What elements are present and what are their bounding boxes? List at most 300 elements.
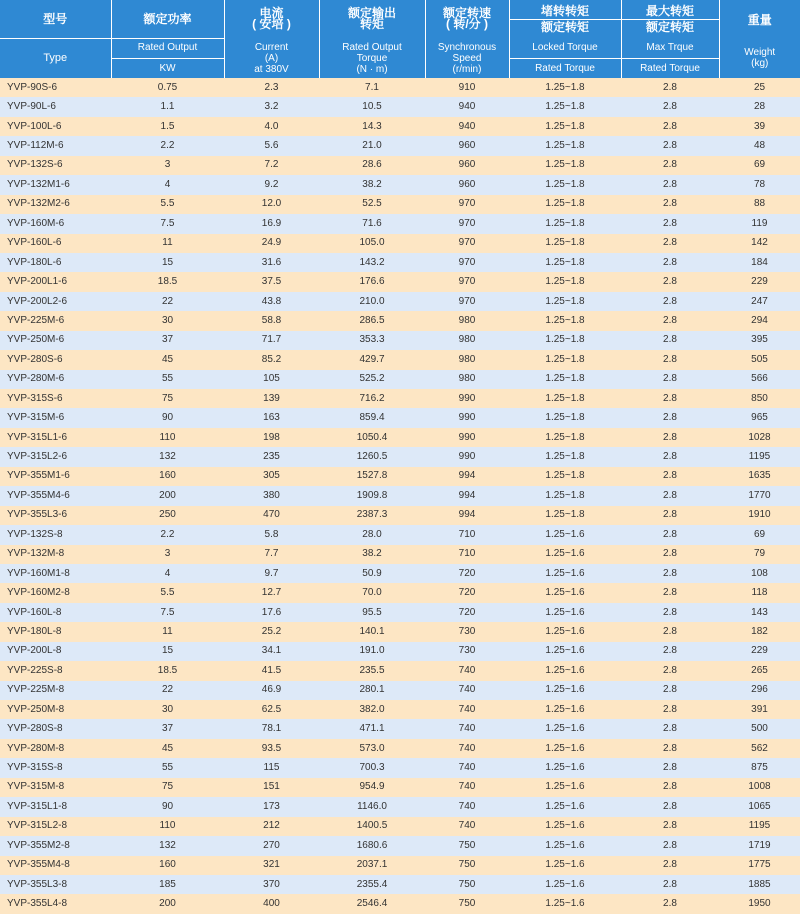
cell-current: 17.6 bbox=[224, 603, 319, 622]
cell-speed: 970 bbox=[425, 292, 509, 311]
cell-max-torque-ratio: 2.8 bbox=[621, 700, 719, 719]
cell-rated-output: 110 bbox=[111, 817, 224, 836]
cell-locked-torque-ratio: 1.25~1.6 bbox=[509, 797, 621, 816]
cell-locked-torque-ratio: 1.25~1.6 bbox=[509, 875, 621, 894]
cell-rated-output: 7.5 bbox=[111, 214, 224, 233]
cell-type: YVP-355L3-8 bbox=[0, 875, 111, 894]
cell-rated-output: 90 bbox=[111, 797, 224, 816]
cell-weight: 1910 bbox=[719, 506, 800, 525]
header-max-cn-1: 最大转矩 bbox=[645, 3, 694, 18]
cell-current: 270 bbox=[224, 836, 319, 855]
cell-locked-torque-ratio: 1.25~1.8 bbox=[509, 467, 621, 486]
cell-current: 235 bbox=[224, 447, 319, 466]
cell-rated-torque: 280.1 bbox=[319, 681, 425, 700]
cell-type: YVP-160M-6 bbox=[0, 214, 111, 233]
cell-max-torque-ratio: 2.8 bbox=[621, 564, 719, 583]
header-locked-cn bbox=[509, 0, 621, 38]
cell-max-torque-ratio: 2.8 bbox=[621, 214, 719, 233]
header-speed-en bbox=[425, 38, 509, 78]
cell-rated-torque: 210.0 bbox=[319, 292, 425, 311]
cell-locked-torque-ratio: 1.25~1.6 bbox=[509, 545, 621, 564]
cell-locked-torque-ratio: 1.25~1.8 bbox=[509, 195, 621, 214]
table-row bbox=[0, 564, 800, 583]
cell-locked-torque-ratio: 1.25~1.6 bbox=[509, 836, 621, 855]
cell-locked-torque-ratio: 1.25~1.8 bbox=[509, 253, 621, 272]
table-row bbox=[0, 78, 800, 97]
table-row bbox=[0, 661, 800, 680]
cell-speed: 990 bbox=[425, 447, 509, 466]
cell-rated-torque: 50.9 bbox=[319, 564, 425, 583]
cell-speed: 994 bbox=[425, 486, 509, 505]
cell-type: YVP-355L3-6 bbox=[0, 506, 111, 525]
cell-rated-output: 160 bbox=[111, 467, 224, 486]
cell-rated-output: 132 bbox=[111, 836, 224, 855]
cell-type: YVP-315L2-6 bbox=[0, 447, 111, 466]
table-row bbox=[0, 350, 800, 369]
table-row bbox=[0, 700, 800, 719]
cell-speed: 994 bbox=[425, 467, 509, 486]
cell-weight: 79 bbox=[719, 545, 800, 564]
table-row bbox=[0, 817, 800, 836]
cell-rated-output: 11 bbox=[111, 234, 224, 253]
cell-locked-torque-ratio: 1.25~1.8 bbox=[509, 97, 621, 116]
cell-weight: 850 bbox=[719, 389, 800, 408]
table-row bbox=[0, 836, 800, 855]
table-row bbox=[0, 603, 800, 622]
cell-current: 25.2 bbox=[224, 622, 319, 641]
cell-rated-output: 0.75 bbox=[111, 78, 224, 97]
cell-rated-output: 45 bbox=[111, 350, 224, 369]
cell-rated-output: 3 bbox=[111, 156, 224, 175]
cell-weight: 69 bbox=[719, 156, 800, 175]
cell-rated-torque: 353.3 bbox=[319, 331, 425, 350]
cell-current: 16.9 bbox=[224, 214, 319, 233]
cell-speed: 750 bbox=[425, 875, 509, 894]
cell-speed: 740 bbox=[425, 797, 509, 816]
cell-speed: 970 bbox=[425, 272, 509, 291]
cell-locked-torque-ratio: 1.25~1.6 bbox=[509, 700, 621, 719]
cell-rated-output: 30 bbox=[111, 311, 224, 330]
cell-weight: 965 bbox=[719, 408, 800, 427]
cell-max-torque-ratio: 2.8 bbox=[621, 253, 719, 272]
cell-rated-output: 15 bbox=[111, 253, 224, 272]
cell-rated-torque: 140.1 bbox=[319, 622, 425, 641]
cell-locked-torque-ratio: 1.25~1.6 bbox=[509, 622, 621, 641]
table-row bbox=[0, 778, 800, 797]
table-row bbox=[0, 447, 800, 466]
header-type-cn: 型号 bbox=[0, 0, 111, 38]
cell-weight: 1008 bbox=[719, 778, 800, 797]
cell-rated-output: 37 bbox=[111, 719, 224, 738]
header-weight-cn: 重量 bbox=[719, 0, 800, 38]
cell-rated-output: 200 bbox=[111, 486, 224, 505]
cell-locked-torque-ratio: 1.25~1.8 bbox=[509, 234, 621, 253]
cell-type: YVP-200L1-6 bbox=[0, 272, 111, 291]
cell-current: 31.6 bbox=[224, 253, 319, 272]
table-row bbox=[0, 234, 800, 253]
cell-type: YVP-315M-8 bbox=[0, 778, 111, 797]
cell-max-torque-ratio: 2.8 bbox=[621, 719, 719, 738]
cell-rated-output: 160 bbox=[111, 856, 224, 875]
cell-rated-output: 7.5 bbox=[111, 603, 224, 622]
cell-max-torque-ratio: 2.8 bbox=[621, 778, 719, 797]
cell-weight: 1885 bbox=[719, 875, 800, 894]
cell-locked-torque-ratio: 1.25~1.6 bbox=[509, 739, 621, 758]
cell-locked-torque-ratio: 1.25~1.8 bbox=[509, 331, 621, 350]
header-current-cn-1: 电流 bbox=[259, 6, 284, 20]
cell-rated-torque: 7.1 bbox=[319, 78, 425, 97]
cell-rated-output: 18.5 bbox=[111, 661, 224, 680]
cell-current: 12.7 bbox=[224, 583, 319, 602]
cell-rated-torque: 235.5 bbox=[319, 661, 425, 680]
header-max-cn-2: 额定转矩 bbox=[622, 19, 719, 33]
cell-type: YVP-355M4-8 bbox=[0, 856, 111, 875]
cell-type: YVP-100L-6 bbox=[0, 117, 111, 136]
cell-speed: 960 bbox=[425, 156, 509, 175]
cell-locked-torque-ratio: 1.25~1.8 bbox=[509, 428, 621, 447]
cell-current: 4.0 bbox=[224, 117, 319, 136]
cell-type: YVP-90S-6 bbox=[0, 78, 111, 97]
cell-rated-torque: 28.6 bbox=[319, 156, 425, 175]
table-row bbox=[0, 486, 800, 505]
cell-rated-torque: 1680.6 bbox=[319, 836, 425, 855]
cell-weight: 108 bbox=[719, 564, 800, 583]
cell-speed: 910 bbox=[425, 78, 509, 97]
cell-current: 321 bbox=[224, 856, 319, 875]
cell-locked-torque-ratio: 1.25~1.8 bbox=[509, 350, 621, 369]
header-max-en-2: Rated Torque bbox=[622, 58, 719, 74]
cell-speed: 990 bbox=[425, 408, 509, 427]
table-row bbox=[0, 525, 800, 544]
table-row bbox=[0, 875, 800, 894]
cell-speed: 750 bbox=[425, 856, 509, 875]
cell-rated-output: 22 bbox=[111, 292, 224, 311]
header-max-cn bbox=[621, 0, 719, 38]
cell-current: 7.2 bbox=[224, 156, 319, 175]
cell-max-torque-ratio: 2.8 bbox=[621, 661, 719, 680]
cell-rated-torque: 716.2 bbox=[319, 389, 425, 408]
cell-weight: 142 bbox=[719, 234, 800, 253]
table-row bbox=[0, 894, 800, 913]
table-row bbox=[0, 156, 800, 175]
cell-weight: 184 bbox=[719, 253, 800, 272]
cell-type: YVP-315L1-8 bbox=[0, 797, 111, 816]
cell-type: YVP-225S-8 bbox=[0, 661, 111, 680]
cell-locked-torque-ratio: 1.25~1.8 bbox=[509, 408, 621, 427]
cell-current: 212 bbox=[224, 817, 319, 836]
cell-weight: 562 bbox=[719, 739, 800, 758]
table-row bbox=[0, 739, 800, 758]
cell-speed: 710 bbox=[425, 545, 509, 564]
cell-speed: 750 bbox=[425, 894, 509, 913]
cell-current: 2.3 bbox=[224, 78, 319, 97]
cell-weight: 119 bbox=[719, 214, 800, 233]
cell-weight: 1719 bbox=[719, 836, 800, 855]
header-speed-en-1: Synchronous bbox=[437, 41, 497, 53]
cell-current: 370 bbox=[224, 875, 319, 894]
cell-type: YVP-160L-8 bbox=[0, 603, 111, 622]
cell-type: YVP-132S-8 bbox=[0, 525, 111, 544]
cell-rated-torque: 70.0 bbox=[319, 583, 425, 602]
cell-type: YVP-315L2-8 bbox=[0, 817, 111, 836]
table-row bbox=[0, 214, 800, 233]
cell-locked-torque-ratio: 1.25~1.6 bbox=[509, 583, 621, 602]
cell-max-torque-ratio: 2.8 bbox=[621, 389, 719, 408]
cell-type: YVP-280M-8 bbox=[0, 739, 111, 758]
cell-max-torque-ratio: 2.8 bbox=[621, 681, 719, 700]
cell-max-torque-ratio: 2.8 bbox=[621, 78, 719, 97]
cell-rated-output: 2.2 bbox=[111, 136, 224, 155]
cell-max-torque-ratio: 2.8 bbox=[621, 97, 719, 116]
header-current-en bbox=[224, 38, 319, 78]
cell-rated-output: 1.1 bbox=[111, 97, 224, 116]
cell-rated-torque: 14.3 bbox=[319, 117, 425, 136]
cell-type: YVP-132M2-6 bbox=[0, 195, 111, 214]
cell-rated-output: 110 bbox=[111, 428, 224, 447]
cell-type: YVP-225M-6 bbox=[0, 311, 111, 330]
cell-rated-torque: 71.6 bbox=[319, 214, 425, 233]
cell-speed: 970 bbox=[425, 195, 509, 214]
cell-rated-torque: 52.5 bbox=[319, 195, 425, 214]
cell-rated-torque: 105.0 bbox=[319, 234, 425, 253]
table-row bbox=[0, 856, 800, 875]
cell-current: 37.5 bbox=[224, 272, 319, 291]
cell-rated-torque: 191.0 bbox=[319, 642, 425, 661]
cell-rated-torque: 429.7 bbox=[319, 350, 425, 369]
cell-max-torque-ratio: 2.8 bbox=[621, 486, 719, 505]
cell-rated-output: 55 bbox=[111, 370, 224, 389]
header-current-en-2: (A) bbox=[264, 52, 279, 64]
header-weight-en bbox=[719, 38, 800, 78]
cell-max-torque-ratio: 2.8 bbox=[621, 311, 719, 330]
header-output-en bbox=[111, 38, 224, 78]
cell-locked-torque-ratio: 1.25~1.8 bbox=[509, 486, 621, 505]
cell-speed: 940 bbox=[425, 117, 509, 136]
cell-locked-torque-ratio: 1.25~1.8 bbox=[509, 117, 621, 136]
cell-speed: 970 bbox=[425, 253, 509, 272]
cell-rated-torque: 21.0 bbox=[319, 136, 425, 155]
cell-rated-output: 90 bbox=[111, 408, 224, 427]
cell-max-torque-ratio: 2.8 bbox=[621, 856, 719, 875]
cell-current: 163 bbox=[224, 408, 319, 427]
cell-weight: 48 bbox=[719, 136, 800, 155]
cell-speed: 720 bbox=[425, 603, 509, 622]
table-row bbox=[0, 797, 800, 816]
cell-type: YVP-160M2-8 bbox=[0, 583, 111, 602]
cell-locked-torque-ratio: 1.25~1.6 bbox=[509, 642, 621, 661]
cell-max-torque-ratio: 2.8 bbox=[621, 136, 719, 155]
table-row bbox=[0, 719, 800, 738]
cell-current: 139 bbox=[224, 389, 319, 408]
cell-speed: 970 bbox=[425, 234, 509, 253]
cell-max-torque-ratio: 2.8 bbox=[621, 234, 719, 253]
cell-speed: 740 bbox=[425, 758, 509, 777]
cell-type: YVP-225M-8 bbox=[0, 681, 111, 700]
cell-speed: 980 bbox=[425, 311, 509, 330]
cell-rated-torque: 2037.1 bbox=[319, 856, 425, 875]
cell-max-torque-ratio: 2.8 bbox=[621, 331, 719, 350]
header-torque-en-3: (N · m) bbox=[356, 63, 388, 75]
cell-max-torque-ratio: 2.8 bbox=[621, 622, 719, 641]
cell-rated-output: 22 bbox=[111, 681, 224, 700]
cell-rated-torque: 1050.4 bbox=[319, 428, 425, 447]
cell-locked-torque-ratio: 1.25~1.6 bbox=[509, 894, 621, 913]
table-row bbox=[0, 97, 800, 116]
cell-rated-torque: 28.0 bbox=[319, 525, 425, 544]
cell-rated-torque: 2355.4 bbox=[319, 875, 425, 894]
cell-current: 115 bbox=[224, 758, 319, 777]
cell-locked-torque-ratio: 1.25~1.6 bbox=[509, 661, 621, 680]
cell-max-torque-ratio: 2.8 bbox=[621, 428, 719, 447]
header-weight-en-2: (kg) bbox=[751, 58, 769, 69]
cell-speed: 710 bbox=[425, 525, 509, 544]
cell-weight: 182 bbox=[719, 622, 800, 641]
cell-speed: 720 bbox=[425, 564, 509, 583]
cell-current: 43.8 bbox=[224, 292, 319, 311]
table-row bbox=[0, 408, 800, 427]
table-header bbox=[0, 0, 800, 78]
cell-speed: 960 bbox=[425, 136, 509, 155]
cell-locked-torque-ratio: 1.25~1.8 bbox=[509, 506, 621, 525]
cell-current: 85.2 bbox=[224, 350, 319, 369]
cell-type: YVP-112M-6 bbox=[0, 136, 111, 155]
cell-current: 3.2 bbox=[224, 97, 319, 116]
cell-max-torque-ratio: 2.8 bbox=[621, 545, 719, 564]
cell-type: YVP-132S-6 bbox=[0, 156, 111, 175]
cell-rated-torque: 1527.8 bbox=[319, 467, 425, 486]
cell-max-torque-ratio: 2.8 bbox=[621, 797, 719, 816]
cell-current: 71.7 bbox=[224, 331, 319, 350]
cell-max-torque-ratio: 2.8 bbox=[621, 758, 719, 777]
cell-locked-torque-ratio: 1.25~1.8 bbox=[509, 214, 621, 233]
cell-weight: 39 bbox=[719, 117, 800, 136]
cell-weight: 78 bbox=[719, 175, 800, 194]
cell-rated-torque: 525.2 bbox=[319, 370, 425, 389]
cell-weight: 566 bbox=[719, 370, 800, 389]
cell-speed: 740 bbox=[425, 739, 509, 758]
cell-speed: 980 bbox=[425, 350, 509, 369]
header-current-en-3: at 380V bbox=[254, 63, 289, 75]
header-current-en-1: Current bbox=[254, 41, 289, 53]
cell-speed: 940 bbox=[425, 97, 509, 116]
cell-max-torque-ratio: 2.8 bbox=[621, 583, 719, 602]
cell-rated-torque: 700.3 bbox=[319, 758, 425, 777]
cell-weight: 294 bbox=[719, 311, 800, 330]
header-speed-cn-2: ( 转/分 ) bbox=[446, 17, 488, 31]
cell-locked-torque-ratio: 1.25~1.6 bbox=[509, 778, 621, 797]
cell-speed: 740 bbox=[425, 700, 509, 719]
cell-speed: 730 bbox=[425, 622, 509, 641]
cell-max-torque-ratio: 2.8 bbox=[621, 195, 719, 214]
table-row bbox=[0, 253, 800, 272]
table-row bbox=[0, 370, 800, 389]
cell-max-torque-ratio: 2.8 bbox=[621, 467, 719, 486]
cell-rated-torque: 382.0 bbox=[319, 700, 425, 719]
cell-rated-torque: 176.6 bbox=[319, 272, 425, 291]
cell-speed: 740 bbox=[425, 681, 509, 700]
cell-current: 62.5 bbox=[224, 700, 319, 719]
cell-weight: 1950 bbox=[719, 894, 800, 913]
cell-max-torque-ratio: 2.8 bbox=[621, 506, 719, 525]
cell-rated-output: 30 bbox=[111, 700, 224, 719]
cell-locked-torque-ratio: 1.25~1.8 bbox=[509, 447, 621, 466]
cell-rated-torque: 471.1 bbox=[319, 719, 425, 738]
cell-max-torque-ratio: 2.8 bbox=[621, 175, 719, 194]
cell-max-torque-ratio: 2.8 bbox=[621, 875, 719, 894]
cell-weight: 296 bbox=[719, 681, 800, 700]
cell-current: 12.0 bbox=[224, 195, 319, 214]
cell-max-torque-ratio: 2.8 bbox=[621, 370, 719, 389]
cell-type: YVP-250M-6 bbox=[0, 331, 111, 350]
cell-weight: 875 bbox=[719, 758, 800, 777]
table-row bbox=[0, 311, 800, 330]
table-row bbox=[0, 292, 800, 311]
cell-type: YVP-355M2-8 bbox=[0, 836, 111, 855]
cell-weight: 395 bbox=[719, 331, 800, 350]
cell-speed: 730 bbox=[425, 642, 509, 661]
cell-rated-output: 5.5 bbox=[111, 583, 224, 602]
header-current-cn bbox=[224, 0, 319, 38]
cell-max-torque-ratio: 2.8 bbox=[621, 894, 719, 913]
cell-weight: 265 bbox=[719, 661, 800, 680]
cell-type: YVP-90L-6 bbox=[0, 97, 111, 116]
cell-weight: 143 bbox=[719, 603, 800, 622]
cell-locked-torque-ratio: 1.25~1.8 bbox=[509, 292, 621, 311]
cell-type: YVP-315S-8 bbox=[0, 758, 111, 777]
cell-rated-output: 250 bbox=[111, 506, 224, 525]
cell-max-torque-ratio: 2.8 bbox=[621, 117, 719, 136]
cell-locked-torque-ratio: 1.25~1.6 bbox=[509, 564, 621, 583]
table-body bbox=[0, 78, 800, 914]
cell-rated-torque: 95.5 bbox=[319, 603, 425, 622]
cell-rated-torque: 1146.0 bbox=[319, 797, 425, 816]
cell-current: 173 bbox=[224, 797, 319, 816]
cell-type: YVP-160M1-8 bbox=[0, 564, 111, 583]
cell-weight: 1065 bbox=[719, 797, 800, 816]
cell-locked-torque-ratio: 1.25~1.8 bbox=[509, 311, 621, 330]
table-row bbox=[0, 467, 800, 486]
cell-weight: 88 bbox=[719, 195, 800, 214]
cell-locked-torque-ratio: 1.25~1.8 bbox=[509, 272, 621, 291]
cell-max-torque-ratio: 2.8 bbox=[621, 447, 719, 466]
cell-current: 7.7 bbox=[224, 545, 319, 564]
cell-rated-torque: 859.4 bbox=[319, 408, 425, 427]
table-row bbox=[0, 545, 800, 564]
cell-speed: 994 bbox=[425, 506, 509, 525]
cell-max-torque-ratio: 2.8 bbox=[621, 350, 719, 369]
cell-rated-output: 11 bbox=[111, 622, 224, 641]
cell-speed: 990 bbox=[425, 389, 509, 408]
cell-locked-torque-ratio: 1.25~1.6 bbox=[509, 856, 621, 875]
cell-weight: 1770 bbox=[719, 486, 800, 505]
cell-current: 198 bbox=[224, 428, 319, 447]
cell-speed: 740 bbox=[425, 719, 509, 738]
header-locked-cn-2: 额定转矩 bbox=[510, 19, 621, 33]
cell-type: YVP-355L4-8 bbox=[0, 894, 111, 913]
cell-rated-torque: 954.9 bbox=[319, 778, 425, 797]
cell-current: 93.5 bbox=[224, 739, 319, 758]
cell-locked-torque-ratio: 1.25~1.6 bbox=[509, 758, 621, 777]
cell-max-torque-ratio: 2.8 bbox=[621, 836, 719, 855]
cell-current: 400 bbox=[224, 894, 319, 913]
cell-rated-output: 4 bbox=[111, 175, 224, 194]
cell-speed: 960 bbox=[425, 175, 509, 194]
cell-rated-torque: 38.2 bbox=[319, 545, 425, 564]
cell-type: YVP-355M4-6 bbox=[0, 486, 111, 505]
table-row bbox=[0, 389, 800, 408]
cell-locked-torque-ratio: 1.25~1.6 bbox=[509, 681, 621, 700]
cell-rated-output: 15 bbox=[111, 642, 224, 661]
